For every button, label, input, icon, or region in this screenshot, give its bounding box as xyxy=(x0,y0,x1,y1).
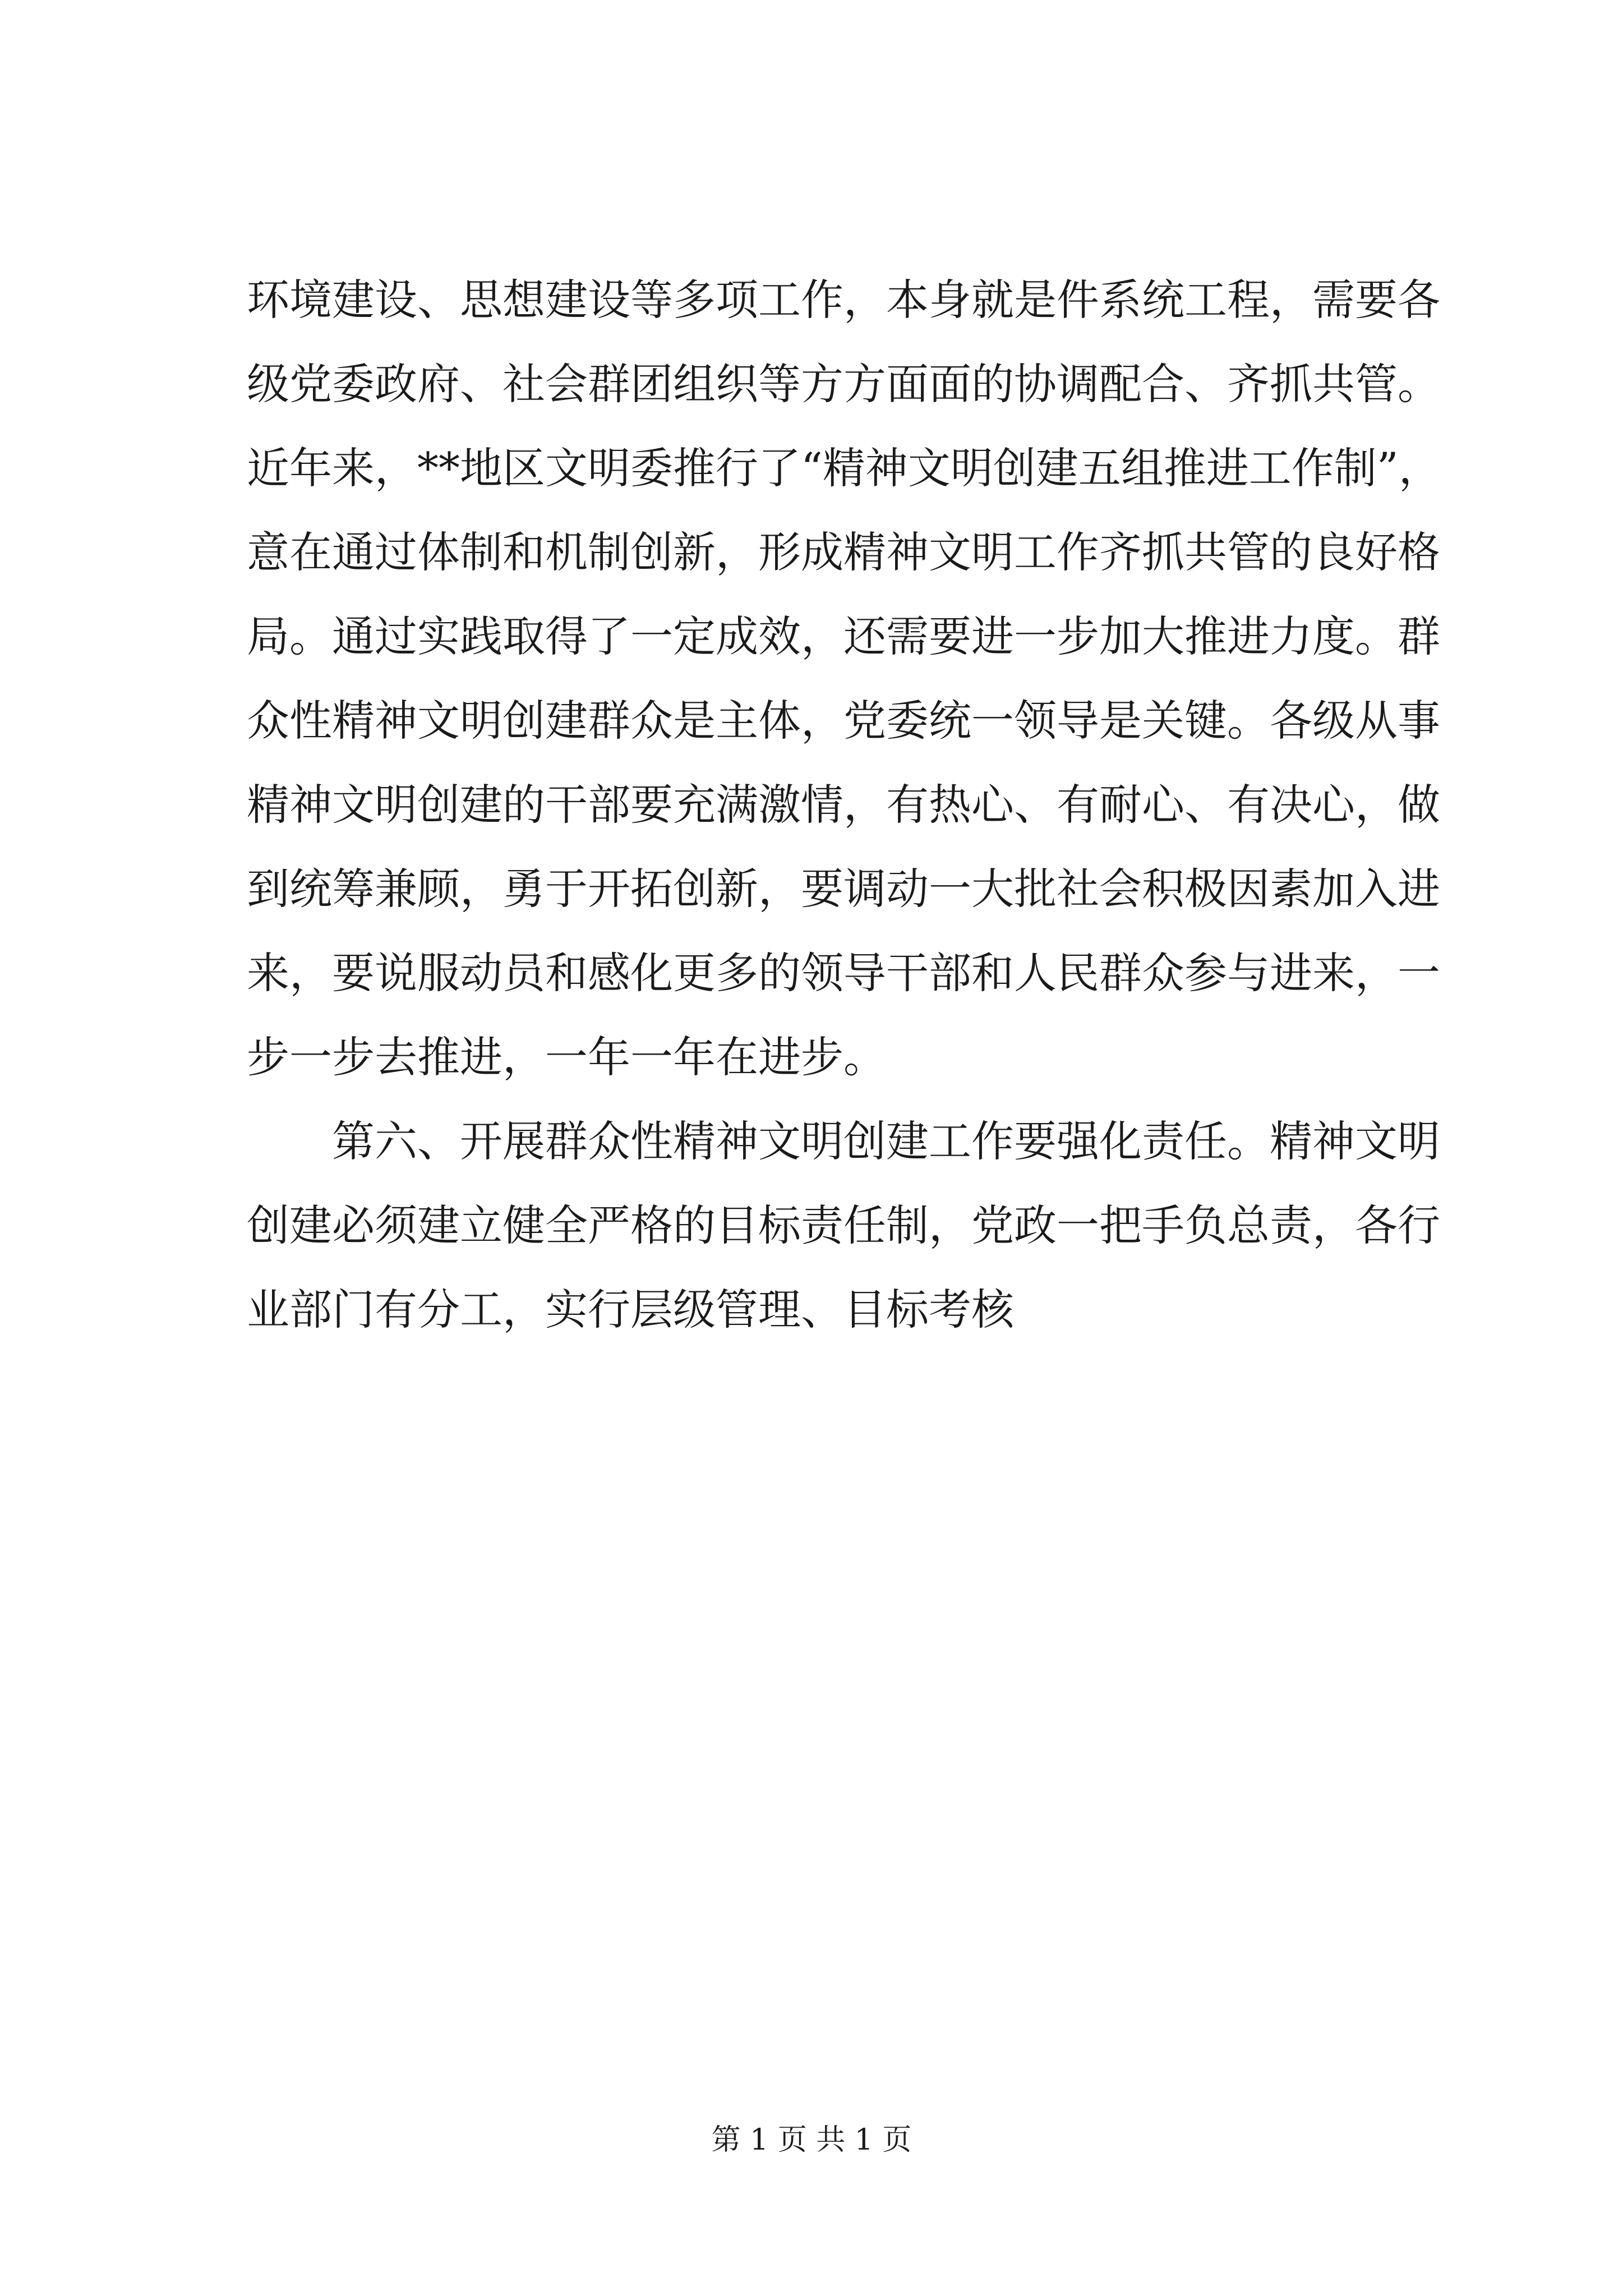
text-line: 来，要说服动员和感化更多的领导干部和人民群众参与进来，一 xyxy=(247,948,1440,998)
text-line: 第六、开展群众性精神文明创建工作要强化责任。精神文明 xyxy=(332,1116,1440,1166)
text-line: 到统筹兼顾，勇于开拓创新，要调动一大批社会积极因素加入进 xyxy=(247,864,1440,914)
text-line: 精神文明创建的干部要充满激情，有热心、有耐心、有决心，做 xyxy=(247,780,1440,830)
text-line: 意在通过体制和机制创新，形成精神文明工作齐抓共管的良好格 xyxy=(247,527,1440,577)
page-number: 第 1 页 共 1 页 xyxy=(711,2123,912,2157)
text-line: 步一步去推进，一年一年在进步。 xyxy=(247,1032,886,1082)
text-line: 众性精神文明创建群众是主体，党委统一领导是关键。各级从事 xyxy=(247,696,1440,746)
text-line: 环境建设、思想建设等多项工作，本身就是件系统工程，需要各 xyxy=(247,275,1440,325)
text-line: 局。通过实践取得了一定成效，还需要进一步加大推进力度。群 xyxy=(247,611,1440,661)
text-line: 近年来，**地区文明委推行了“精神文明创建五组推进工作制”， xyxy=(247,443,1441,493)
text-line: 业部门有分工，实行层级管理、目标考核 xyxy=(247,1285,1014,1335)
text-line: 级党委政府、社会群团组织等方方面面的协调配合、齐抓共管。 xyxy=(247,359,1440,409)
page-footer xyxy=(0,2120,1623,2160)
document-body xyxy=(247,258,1441,1352)
text-line: 创建必须建立健全严格的目标责任制，党政一把手负总责，各行 xyxy=(247,1200,1440,1250)
paragraph-1 xyxy=(247,258,1441,1099)
paragraph-2 xyxy=(247,1099,1440,1352)
